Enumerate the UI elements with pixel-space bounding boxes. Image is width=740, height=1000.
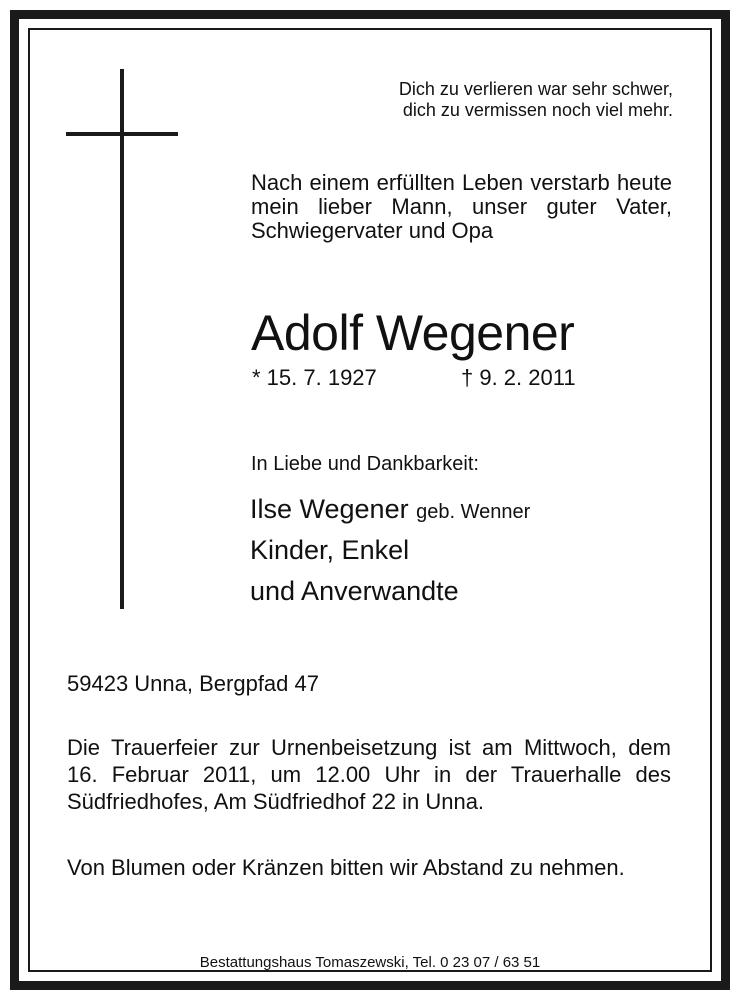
family-relatives: und Anverwandte — [250, 576, 459, 606]
flowers-note: Von Blumen oder Kränzen bitten wir Abstand zu nehmen. — [67, 855, 625, 880]
motto-line-2: dich zu vermissen noch viel mehr. — [402, 100, 673, 120]
spouse-name: Ilse Wegener — [250, 494, 409, 524]
deceased-name: Adolf Wegener — [251, 305, 575, 361]
family-children: Kinder, Enkel — [250, 535, 410, 565]
service-info: Die Trauerfeier zur Urnenbeisetzung ist am Mittwoch, dem 16. Februar 2011, um 12.00 Uhr in der Trauerhalle des Südfriedhofes, Am Südfriedhof 22 in Unna. — [67, 735, 671, 814]
obituary-notice — [19, 19, 721, 981]
motto-line-1: Dich zu verlieren war sehr schwer, — [398, 79, 673, 99]
thanks-line: In Liebe und Dankbarkeit: — [251, 453, 479, 475]
cross-icon-vertical — [120, 69, 124, 609]
outer-black-border — [10, 10, 730, 990]
birth-date: * 15. 7. 1927 — [252, 365, 377, 390]
intro-text: Nach einem erfüllten Leben verstarb heute mein lieber Mann, unser guter Vater, Schwiegervater und Opa — [251, 170, 672, 243]
spouse-maiden-name: geb. Wenner — [416, 501, 531, 523]
cross-icon-horizontal — [66, 132, 178, 136]
address: 59423 Unna, Bergpfad 47 — [67, 671, 319, 696]
motto — [399, 79, 673, 121]
family-spouse — [250, 493, 530, 528]
undertaker-line: Bestattungshaus Tomaszewski, Tel. 0 23 07 / 63 51 — [199, 954, 541, 971]
death-date: † 9. 2. 2011 — [461, 365, 576, 390]
